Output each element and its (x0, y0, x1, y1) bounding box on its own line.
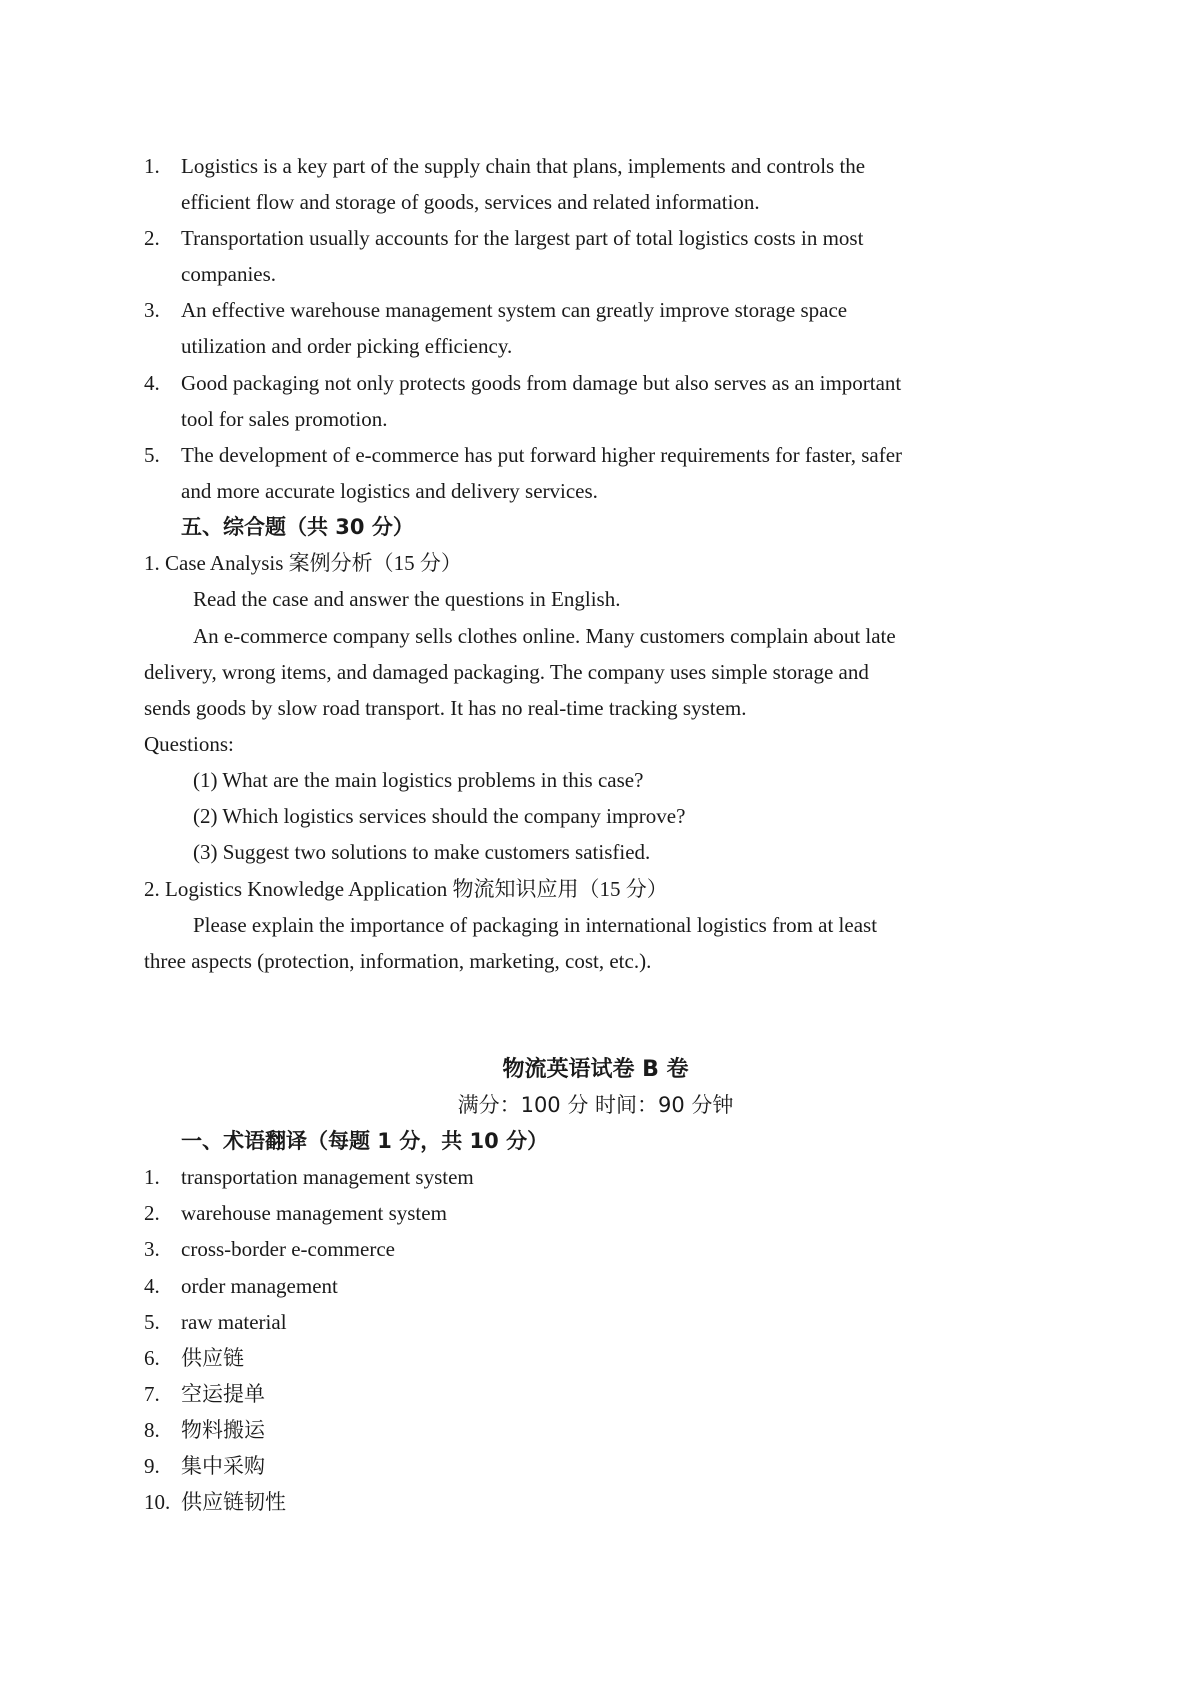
term-1-text: transportation management system (181, 1165, 474, 1189)
knowledge-application-title: 2. Logistics Knowledge Application 物流知识应用（15 分） (144, 877, 668, 901)
statement-5-number: 5. (144, 443, 160, 467)
term-5-number: 5. (144, 1310, 160, 1334)
term-3-text: cross-border e-commerce (181, 1237, 395, 1261)
statement-3-text-1: An effective warehouse management system can greatly improve storage space (181, 298, 848, 322)
case-analysis-title: 1. Case Analysis 案例分析（15 分） (144, 551, 462, 575)
case-text-line-1: An e-commerce company sells clothes online. Many customers complain about late (193, 624, 896, 648)
question-1: (1) What are the main logistics problems in this case? (193, 768, 644, 792)
statement-number: 1. (144, 154, 160, 178)
statement-4-text-1: Good packaging not only protects goods from damage but also serves as an important (181, 371, 902, 395)
questions-label: Questions: (144, 732, 234, 756)
statement-4-text-2: tool for sales promotion. (181, 407, 388, 431)
section-5-heading: 五、综合题（共 30 分） (181, 515, 414, 539)
question-3: (3) Suggest two solutions to make customers satisfied. (193, 840, 651, 864)
term-4-text: order management (181, 1274, 338, 1298)
term-1-number: 1. (144, 1165, 160, 1189)
term-10-number: 10. (144, 1490, 171, 1514)
statement-5-text-1: The development of e-commerce has put forward higher requirements for faster, safer (181, 443, 903, 467)
term-7-number: 7. (144, 1382, 160, 1406)
term-8-number: 8. (144, 1418, 160, 1442)
statement-1-text-1: Logistics is a key part of the supply chain that plans, implements and controls the (181, 154, 866, 178)
question-2: (2) Which logistics services should the company improve? (193, 804, 686, 828)
term-6-text: 供应链 (181, 1346, 244, 1370)
case-instruction: Read the case and answer the questions in English. (193, 587, 621, 611)
case-text-line-3: sends goods by slow road transport. It has no real-time tracking system. (144, 696, 747, 720)
term-3-number: 3. (144, 1237, 160, 1261)
term-6-number: 6. (144, 1346, 160, 1370)
term-5-text: raw material (181, 1310, 287, 1334)
exam-b-title: 物流英语试卷 B 卷 (502, 1057, 689, 1082)
statement-2-text-1: Transportation usually accounts for the largest part of total logistics costs in most (181, 226, 864, 250)
exam-b-subtitle: 满分：100 分 时间：90 分钟 (457, 1093, 734, 1117)
statement-1-text-2: efficient flow and storage of goods, services and related information. (181, 190, 760, 214)
knowledge-text-line-1: Please explain the importance of packaging in international logistics from at least (193, 913, 878, 937)
statement-2-text-2: companies. (181, 262, 277, 286)
term-9-text: 集中采购 (181, 1454, 265, 1478)
term-8-text: 物料搬运 (181, 1418, 265, 1442)
term-7-text: 空运提单 (181, 1382, 265, 1406)
term-2-number: 2. (144, 1201, 160, 1225)
term-2-text: warehouse management system (181, 1201, 447, 1225)
statement-2-number: 2. (144, 226, 160, 250)
section-1-heading: 一、术语翻译（每题 1 分，共 10 分） (181, 1129, 549, 1153)
term-4-number: 4. (144, 1274, 160, 1298)
statement-3-number: 3. (144, 298, 160, 322)
term-9-number: 9. (144, 1454, 160, 1478)
knowledge-text-line-2: three aspects (protection, information, marketing, cost, etc.). (144, 949, 652, 973)
statement-1-line-1 (144, 156, 160, 177)
statement-3-text-2: utilization and order picking efficiency. (181, 334, 513, 358)
statement-4-number: 4. (144, 371, 160, 395)
case-text-line-2: delivery, wrong items, and damaged packaging. The company uses simple storage and (144, 660, 869, 684)
term-10-text: 供应链韧性 (181, 1490, 286, 1514)
statement-5-text-2: and more accurate logistics and delivery services. (181, 479, 598, 503)
